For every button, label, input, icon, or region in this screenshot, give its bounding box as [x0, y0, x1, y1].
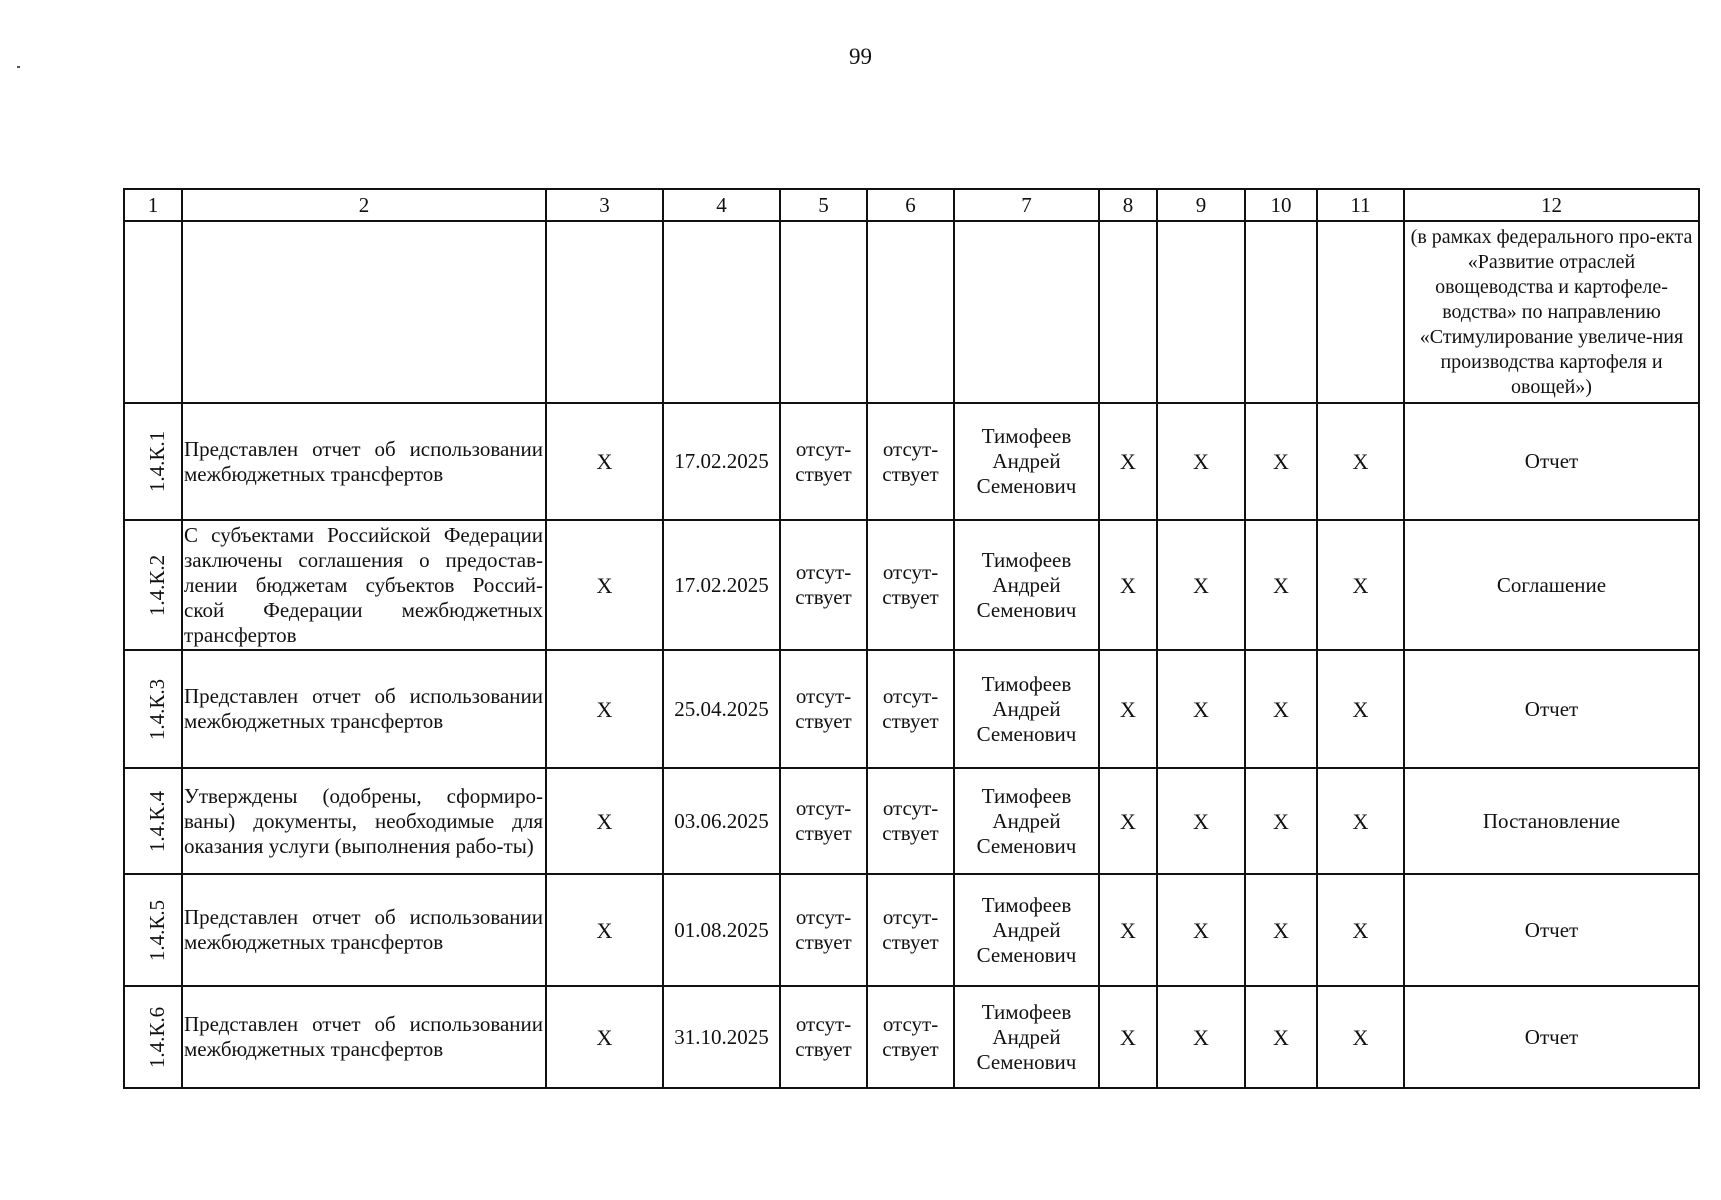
table-row: [124, 650, 1699, 768]
column-number: 12: [1404, 189, 1699, 221]
column-number: 3: [546, 189, 663, 221]
col8-mark: X: [1099, 768, 1157, 874]
row-code: 1.4.К.2: [145, 554, 170, 616]
col8-mark: X: [1099, 520, 1157, 650]
col10-mark: X: [1245, 650, 1317, 768]
table-row: [124, 520, 1699, 650]
col8-mark: X: [1099, 650, 1157, 768]
row-date: 17.02.2025: [663, 403, 780, 520]
col10-mark: X: [1245, 986, 1317, 1088]
col10-mark: X: [1245, 403, 1317, 520]
row-result: Соглашение: [1404, 520, 1699, 650]
row-code-cell: [124, 520, 182, 650]
row-date: 31.10.2025: [663, 986, 780, 1088]
row-code-cell: [124, 986, 182, 1088]
column-number: 2: [182, 189, 546, 221]
row-description: Представлен отчет об использовании межбюджетных трансфертов: [182, 650, 546, 768]
col3-mark: X: [546, 768, 663, 874]
col6-value: отсут-ствует: [867, 520, 954, 650]
row-description: Утверждены (одобрены, сформиро-ваны) документы, необходимые для оказания услуги (выполнения рабо-ты): [182, 768, 546, 874]
col5-value: отсут-ствует: [780, 874, 867, 986]
col5-value: отсут-ствует: [780, 768, 867, 874]
col3-mark: X: [546, 403, 663, 520]
table-row: [124, 403, 1699, 520]
row-result: Отчет: [1404, 650, 1699, 768]
col10-mark: X: [1245, 874, 1317, 986]
col3-mark: X: [546, 520, 663, 650]
row-description: С субъектами Российской Федерации заключены соглашения о предостав-лении бюджетам субъектов Россий-ской Федерации межбюджетных трансфертов: [182, 520, 546, 650]
row-description: Представлен отчет об использовании межбюджетных трансфертов: [182, 403, 546, 520]
row-code: 1.4.К.6: [145, 1006, 170, 1068]
responsible-person: Тимофеев Андрей Семенович: [954, 874, 1099, 986]
column-number: 7: [954, 189, 1099, 221]
row-code-cell: [124, 874, 182, 986]
col3-mark: X: [546, 650, 663, 768]
col9-mark: X: [1157, 874, 1245, 986]
col6-value: отсут-ствует: [867, 874, 954, 986]
col9-mark: X: [1157, 986, 1245, 1088]
row-code-cell: [124, 768, 182, 874]
control-points-table: [123, 188, 1700, 1089]
col9-mark: X: [1157, 520, 1245, 650]
column-number: 6: [867, 189, 954, 221]
column-number: 4: [663, 189, 780, 221]
col9-mark: X: [1157, 768, 1245, 874]
col3-mark: X: [546, 874, 663, 986]
row-code: 1.4.К.5: [145, 899, 170, 961]
table-row: [124, 768, 1699, 874]
col6-value: отсут-ствует: [867, 650, 954, 768]
row-code-cell: [124, 650, 182, 768]
row-code: 1.4.К.1: [145, 430, 170, 493]
column-number: 8: [1099, 189, 1157, 221]
intro-note: (в рамках федерального про-екта «Развитие отраслей овощеводства и картофеле-водства» по направлению «Стимулирование увеличе-ния производства картофеля и овощей»): [1404, 221, 1699, 403]
row-date: 25.04.2025: [663, 650, 780, 768]
row-code-cell: [124, 403, 182, 520]
row-result: Отчет: [1404, 403, 1699, 520]
intro-row: [124, 221, 1699, 403]
responsible-person: Тимофеев Андрей Семенович: [954, 520, 1099, 650]
row-date: 17.02.2025: [663, 520, 780, 650]
col11-mark: X: [1317, 768, 1404, 874]
responsible-person: Тимофеев Андрей Семенович: [954, 986, 1099, 1088]
col11-mark: X: [1317, 650, 1404, 768]
col11-mark: X: [1317, 874, 1404, 986]
col10-mark: X: [1245, 520, 1317, 650]
responsible-person: Тимофеев Андрей Семенович: [954, 650, 1099, 768]
column-number: 1: [124, 189, 182, 221]
column-number: 11: [1317, 189, 1404, 221]
col5-value: отсут-ствует: [780, 403, 867, 520]
column-number: 10: [1245, 189, 1317, 221]
col8-mark: X: [1099, 403, 1157, 520]
col6-value: отсут-ствует: [867, 986, 954, 1088]
col10-mark: X: [1245, 768, 1317, 874]
col5-value: отсут-ствует: [780, 986, 867, 1088]
row-description: Представлен отчет об использовании межбюджетных трансфертов: [182, 986, 546, 1088]
responsible-person: Тимофеев Андрей Семенович: [954, 768, 1099, 874]
responsible-person: Тимофеев Андрей Семенович: [954, 403, 1099, 520]
col8-mark: X: [1099, 874, 1157, 986]
col5-value: отсут-ствует: [780, 520, 867, 650]
row-code: 1.4.К.4: [145, 790, 170, 852]
column-number: 5: [780, 189, 867, 221]
col6-value: отсут-ствует: [867, 768, 954, 874]
col5-value: отсут-ствует: [780, 650, 867, 768]
table-row: [124, 986, 1699, 1088]
col6-value: отсут-ствует: [867, 403, 954, 520]
column-number: 9: [1157, 189, 1245, 221]
row-code: 1.4.К.3: [145, 678, 170, 740]
page-number: 99: [849, 44, 872, 69]
row-result: Отчет: [1404, 986, 1699, 1088]
col11-mark: X: [1317, 520, 1404, 650]
row-result: Постановление: [1404, 768, 1699, 874]
row-date: 01.08.2025: [663, 874, 780, 986]
col11-mark: X: [1317, 403, 1404, 520]
col8-mark: X: [1099, 986, 1157, 1088]
row-result: Отчет: [1404, 874, 1699, 986]
row-date: 03.06.2025: [663, 768, 780, 874]
col9-mark: X: [1157, 403, 1245, 520]
table-row: [124, 874, 1699, 986]
col9-mark: X: [1157, 650, 1245, 768]
col3-mark: X: [546, 986, 663, 1088]
col11-mark: X: [1317, 986, 1404, 1088]
column-number-row: [124, 189, 1699, 221]
row-description: Представлен отчет об использовании межбюджетных трансфертов: [182, 874, 546, 986]
